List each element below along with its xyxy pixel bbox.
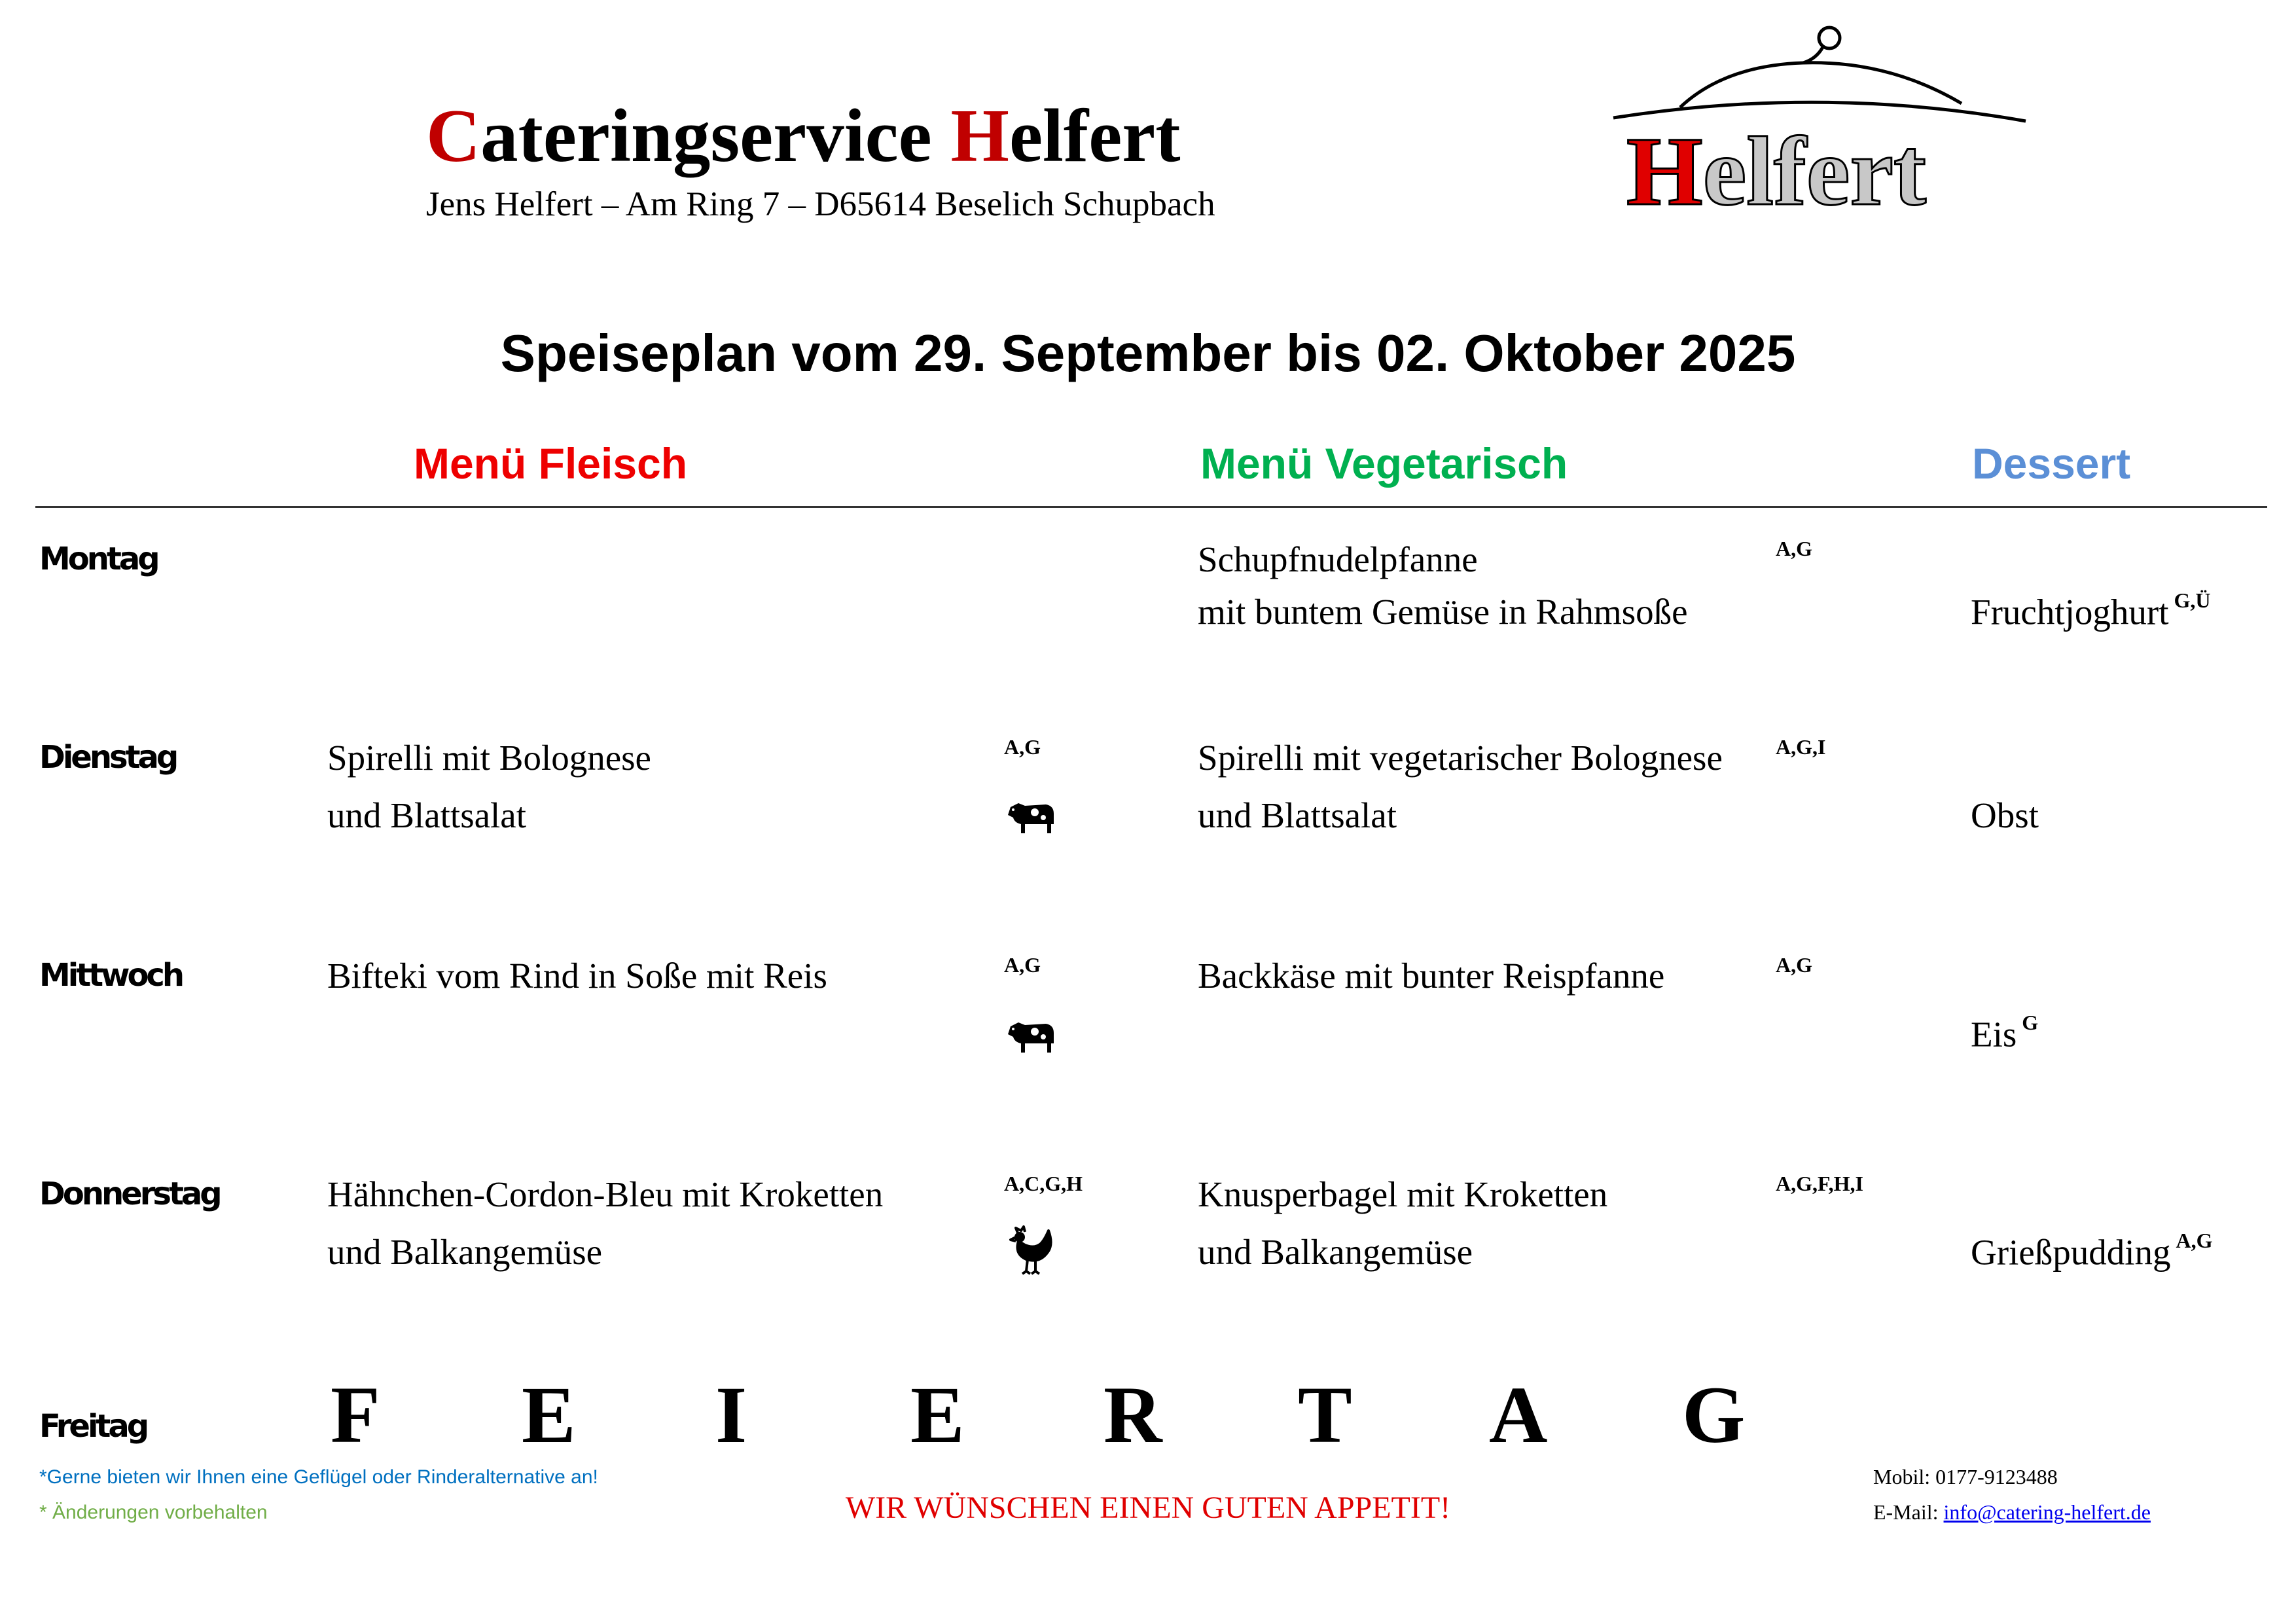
veg-dish-dienstag-line2: und Blattsalat: [1198, 795, 1397, 835]
dessert-mittwoch: [1971, 1011, 2039, 1055]
meat-dish-dienstag-line2: und Blattsalat: [327, 795, 526, 835]
veg-dish-mittwoch: Backkäse mit bunter Reispfanne: [1198, 956, 1665, 996]
feiertag-letter-1: F: [331, 1370, 380, 1460]
company-address: Jens Helfert – Am Ring 7 – D65614 Beselich Schupbach: [426, 185, 1215, 223]
company-name: [426, 94, 1181, 177]
veg-dish-montag-line2: mit buntem Gemüse in Rahmsoße: [1198, 592, 1688, 632]
meat-allergens-donnerstag: A,C,G,H: [1004, 1172, 1083, 1195]
day-label-freitag: Freitag: [39, 1408, 147, 1445]
brand-word-1: ateringservice: [480, 94, 951, 177]
logo-initial: H: [1626, 117, 1703, 216]
veg-allergens-dienstag: A,G,I: [1776, 735, 1826, 759]
dessert-montag: [1971, 588, 2211, 632]
logo-word: elfert: [1702, 117, 1926, 216]
veg-dish-dienstag-line1: Spirelli mit vegetarischer Bolognese: [1198, 738, 1723, 778]
dessert-mittwoch-name: Eis: [1971, 1014, 2017, 1055]
day-label-dienstag: Dienstag: [39, 739, 177, 776]
cow-icon: [1005, 795, 1058, 839]
meat-dish-donnerstag-line1: Hähnchen-Cordon-Bleu mit Kroketten: [327, 1174, 884, 1214]
meat-dish-donnerstag-line2: und Balkangemüse: [327, 1232, 603, 1272]
meat-dish-dienstag-line1: Spirelli mit Bolognese: [327, 738, 651, 778]
svg-text:Helfert: [1626, 117, 1926, 216]
meat-dish-mittwoch: Bifteki vom Rind in Soße mit Reis: [327, 956, 827, 996]
footer-note-alternative: *Gerne bieten wir Ihnen eine Geflügel oder Rinderalternative an!: [39, 1466, 598, 1488]
contact-email: [1873, 1502, 2151, 1523]
dessert-montag-allergens: G,Ü: [2174, 588, 2211, 612]
veg-dish-donnerstag-line2: und Balkangemüse: [1198, 1232, 1473, 1272]
page-title: Speiseplan vom 29. September bis 02. Oktober 2025: [500, 324, 1796, 382]
brand-initial-h: H: [950, 94, 1009, 177]
feiertag-letter-3: I: [715, 1370, 747, 1460]
dessert-montag-name: Fruchtjoghurt: [1971, 592, 2169, 632]
feiertag-letter-8: G: [1682, 1370, 1746, 1460]
day-label-donnerstag: Donnerstag: [39, 1176, 220, 1212]
column-header-veg: Menü Vegetarisch: [1200, 439, 1568, 488]
brand-word-2: elfert: [1009, 94, 1181, 177]
column-header-dessert: Dessert: [1972, 439, 2131, 488]
dessert-mittwoch-allergens: G: [2022, 1011, 2039, 1034]
veg-allergens-donnerstag: A,G,F,H,I: [1776, 1172, 1863, 1195]
dessert-donnerstag-name: Grießpudding: [1971, 1232, 2171, 1272]
dessert-dienstag: Obst: [1971, 795, 2039, 835]
feiertag-letter-5: R: [1103, 1370, 1162, 1460]
day-label-mittwoch: Mittwoch: [39, 957, 183, 994]
dessert-donnerstag-allergens: A,G: [2176, 1229, 2213, 1252]
helfert-logo: [1607, 20, 2032, 216]
feiertag-letter-7: A: [1489, 1370, 1548, 1460]
footer-note-changes: * Änderungen vorbehalten: [39, 1502, 268, 1523]
rooster-icon: [1008, 1225, 1056, 1275]
feiertag-letter-4: E: [910, 1370, 965, 1460]
contact-email-label: E-Mail:: [1873, 1500, 1944, 1524]
veg-allergens-mittwoch: A,G: [1776, 953, 1812, 977]
dessert-donnerstag: [1971, 1229, 2213, 1272]
footer-appetit: WIR WÜNSCHEN EINEN GUTEN APPETIT!: [845, 1490, 1451, 1525]
veg-allergens-montag: A,G: [1776, 537, 1812, 560]
veg-dish-donnerstag-line1: Knusperbagel mit Kroketten: [1198, 1174, 1608, 1214]
feiertag-letter-2: E: [522, 1370, 576, 1460]
meat-allergens-dienstag: A,G: [1004, 735, 1041, 759]
contact-mobile: Mobil: 0177-9123488: [1873, 1465, 2058, 1489]
meat-allergens-mittwoch: A,G: [1004, 953, 1041, 977]
veg-dish-montag-line1: Schupfnudelpfanne: [1198, 539, 1478, 579]
email-link[interactable]: info@catering-helfert.de: [1943, 1500, 2151, 1524]
header-divider: [35, 506, 2267, 508]
brand-initial-c: C: [426, 94, 481, 177]
feiertag-letter-6: T: [1298, 1370, 1352, 1460]
cloche-icon: [1613, 27, 2026, 121]
day-label-montag: Montag: [39, 541, 158, 577]
cow-icon: [1005, 1015, 1058, 1058]
column-header-meat: Menü Fleisch: [414, 439, 688, 488]
